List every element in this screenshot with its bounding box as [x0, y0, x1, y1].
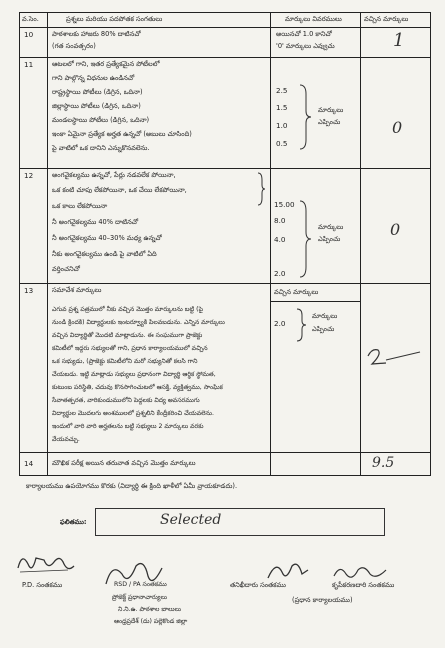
row-11-score: 1.0: [276, 121, 288, 130]
row-12-score: 8.0: [274, 216, 286, 225]
row-11-awarded-handwritten: 0: [392, 118, 403, 137]
row-13-desc-line: ఎగువ ప్రశ్న పత్రములో నీకు వచ్చిన మొత్తం మార్కులను బట్టి (పై: [52, 306, 203, 313]
row-10-awarded-handwritten: 1: [393, 30, 405, 51]
row-12-brace-icon: [298, 200, 312, 278]
row-11-score: 2.5: [276, 86, 288, 95]
row-11-desc-line: రాష్ట్రస్థాయి పోటీలు (డిగ్రిన, ఒదినా): [52, 88, 143, 96]
row-13-marks-label: ఎప్పించు: [312, 325, 335, 333]
row-10-marks-line: అయినచో 1.0 కానిచో: [276, 30, 332, 38]
row-13-number: 13: [24, 286, 34, 295]
row-13-desc-line: నుండి క్రిందకి) విద్యార్థులకు ఇంటర్వ్యూకి పిలవబడును. ఎన్నిన మార్కులు: [52, 319, 225, 326]
president-signature-label: కృపీకరణదారి సంతకము: [332, 581, 395, 589]
row-13-marks-header: వచ్చిన మార్కులు: [274, 288, 319, 296]
president-signature-sublabel: (ప్రధాన కార్యాలయము): [292, 596, 353, 604]
result-label: ఫలితము:: [60, 518, 87, 526]
row-12-score: 2.0: [274, 269, 286, 278]
row-11-desc-line: గాని పాల్గొన్న విధనుల ఉండినచో: [52, 74, 135, 82]
row-11-score: 0.5: [276, 139, 288, 148]
header-no: వ.సెం.: [22, 15, 39, 23]
row-11-desc-line: మండలస్థాయి పోటీలు (డిగ్రిన, ఒదినా): [52, 116, 150, 124]
header-awarded: వచ్చిన మార్కులు: [364, 15, 409, 23]
row-13-desc-line: కమిటీలో ఇద్దరు సభ్యులతో గాని, ప్రధాన కార్యాలయములో వచ్చిన: [52, 345, 208, 352]
row-13-awarded-box: [362, 330, 422, 370]
row-11-desc-line: ఆటలలో గాని, ఇతర ప్రత్యేకమైన పోటీలలో: [52, 60, 160, 68]
row-13-desc-line: కుటుంబ పరిస్థితి, చదువు కొనసాగించుటలో ఆసక్తి, వ్యక్తిత్వము, సాంఘిక: [52, 384, 223, 391]
row-13-marks-label: మార్కులు: [312, 312, 338, 320]
row-12-desc-line: నీకు అంగవైకల్యము ఉండి పై వాటిలో ఏది: [52, 250, 157, 258]
row-13-score: 2.0: [274, 319, 286, 328]
row-12-awarded-handwritten: 0: [390, 220, 401, 239]
row-12-desc-line: ఒక కంటి చూపు లేకపోయినా, ఒక చేయి లేకపోయినా,: [52, 186, 187, 194]
row-13-desc-line: ఇందులో వారి వారి అర్హతలను బట్టి సభ్యులు 2 మార్కులు వరకు: [52, 423, 204, 430]
row-13-brace-icon: [295, 308, 307, 342]
row-14-number: 14: [24, 459, 34, 468]
header-marks: మార్కులు వివరములు: [285, 15, 342, 23]
row-12-desc-line: ఒక కాలు లేకపోయినా: [52, 202, 108, 210]
row-13-desc-line: వచ్చిన విద్యార్థితో మొదటి మాట్లాడును. ఈ సంఘముగా ప్రాజెక్టు: [52, 332, 203, 339]
row-12-desc-line: నీ అంగవైకల్యము 40–30% మధ్య ఉన్నచో: [52, 234, 162, 242]
row-12-left-brace-icon: [256, 172, 266, 206]
stamp-line: ఆంధ్రప్రదేశ్ (దు) పల్లెకొండ జిల్లా: [114, 618, 188, 625]
row-13-title: సమావేశ మార్కులు: [52, 286, 102, 294]
row-13-desc-line: సేవాతత్పరత, వారికుండుములోని పెద్దలకు విద్య అవసరముగు: [52, 397, 200, 404]
row-12-desc-line: వర్తించనిచో: [52, 265, 80, 273]
stamp-line: ప్రోజెక్ట్ ప్రధానాచార్యులు: [112, 594, 168, 601]
row-10-number: 10: [24, 30, 34, 39]
row-11-desc-line: ఇంకా ఏమైనా ప్రత్యేక అర్హత ఉన్నచో (అబులు చూసింది): [52, 130, 192, 138]
row-12-desc-line: అంగవైకల్యము ఉన్నచో, పేర్లు నడవలేక పోయినా,: [52, 171, 176, 179]
row-12-number: 12: [24, 171, 34, 180]
row-11-desc-line: పై వాటిలో ఒక దానిని ఎన్నుకొనవలెను.: [52, 144, 150, 152]
stamp-line: ని.ని.ఉ. పాఠశాల బాలులు: [118, 606, 182, 613]
row-12-marks-label: ఎప్పించు: [318, 235, 341, 243]
row-12-score: 15.00: [274, 200, 295, 209]
pd-signature-label: P.D. సంతకము: [22, 581, 63, 589]
row-11-brace-icon: [298, 84, 312, 150]
header-description: ప్రశ్నలు మరియు పదపోతక సంగతులు: [66, 15, 163, 23]
row-13-desc-line: విద్యార్థుల మొదలగు అంశములలో ప్రశ్నలిని కేంద్రీకరించి చేయవలెను.: [52, 410, 214, 417]
row-13-desc-line: చేయబడు. ఇట్టి మాట్లాడు సభ్యులు ప్రధానంగా విద్యార్థి ఆర్థిక స్థోమత,: [52, 371, 216, 378]
row-10-desc-line: పాఠశాలకు హాజరు 80% దాటినచో: [52, 30, 141, 38]
member-signature-label: తనిఖీదారు సంతకము: [230, 581, 286, 589]
row-11-desc-line: జిల్లాస్థాయి పోటీలు (డిగ్రిన, ఒదినా): [52, 102, 141, 110]
row-11-number: 11: [24, 60, 34, 69]
row-14-awarded-handwritten: 9.5: [372, 455, 395, 471]
row-13-desc-line: వేయవచ్చు.: [52, 436, 80, 443]
row-14-desc-line: మౌఖిక పరీక్ష అయిన తరువాత వచ్చిన మొత్తం మార్కులు: [52, 459, 196, 467]
office-use-note: కార్యాలయము ఉపయోగము కొరకు (విద్యార్థి ఈ క్రింది ఖాళీలో ఏమీ వ్రాయకూడదు).: [26, 482, 238, 490]
result-value-handwritten: Selected: [160, 512, 222, 528]
row-11-marks-label: ఎప్పించు: [318, 118, 341, 126]
result-box: [95, 508, 385, 536]
row-13-awarded-handwritten: [370, 342, 371, 343]
stamp-line: RSD / PA సంతకము: [114, 581, 167, 588]
pd-signature-icon: [14, 546, 78, 580]
row-11-score: 1.5: [276, 103, 288, 112]
row-12-score: 4.0: [274, 235, 286, 244]
row-12-desc-line: నీ అంగవైకల్యము 40% దాటినచో: [52, 218, 139, 226]
row-13-desc-line: ఒక సభ్యుడు, (ప్రాజెక్టు కమిటీలోని మరో సభ్యునితో కలసి గాని: [52, 358, 198, 365]
handwritten-underline-icon: [362, 330, 422, 370]
row-10-marks-line: '0' మార్కులు ఎవ్వుచు: [276, 42, 335, 50]
row-11-marks-label: మార్కులు: [318, 106, 344, 114]
row-12-marks-label: మార్కులు: [318, 223, 344, 231]
row-10-desc-line: (గత సంవత్సరం): [52, 42, 96, 50]
